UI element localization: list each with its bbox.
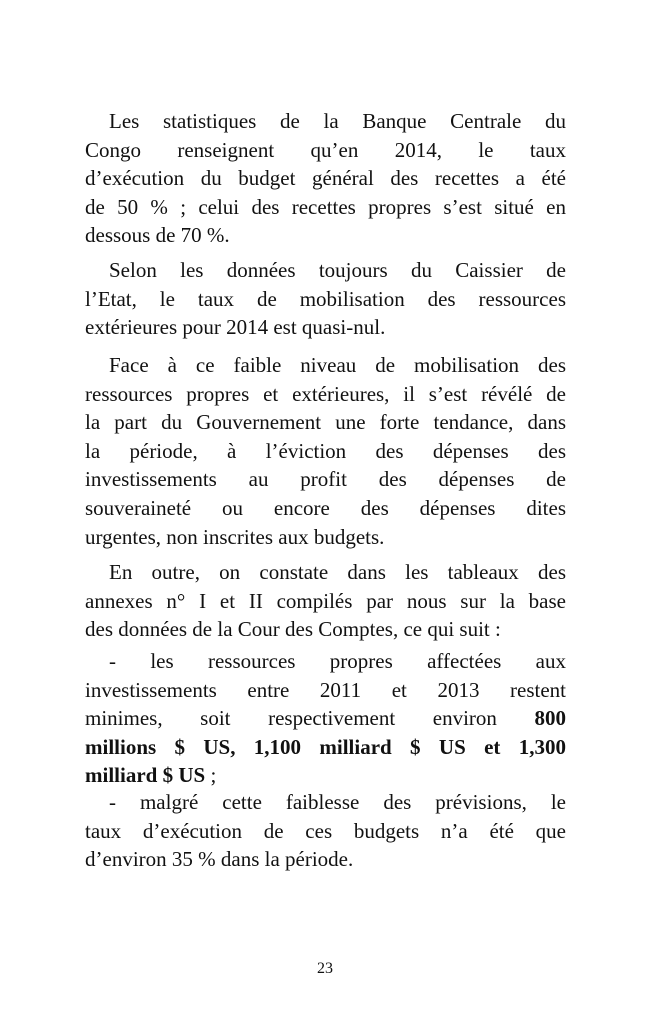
text-line (85, 285, 566, 314)
text-line (85, 221, 566, 250)
text-segment: de 50 % ; celui des recettes propres s’est situé en (85, 194, 566, 219)
text-line (85, 788, 566, 817)
paragraph (85, 647, 566, 790)
text-segment: extérieures pour 2014 est quasi-nul. (85, 315, 386, 340)
text-line (85, 587, 566, 616)
text-line (85, 408, 566, 437)
text-line (85, 523, 566, 552)
text-segment: investissements au profit des dépenses de (85, 467, 566, 492)
text-line (85, 193, 566, 222)
text-line (85, 733, 566, 762)
paragraph (85, 558, 566, 644)
text-segment: Selon les données toujours du Caissier de (109, 258, 566, 282)
text-line (85, 761, 566, 790)
text-segment: taux d’exécution de ces budgets n’a été que (85, 818, 566, 843)
text-line (85, 558, 566, 587)
paragraph (85, 351, 566, 551)
paragraph (85, 788, 566, 874)
text-line (85, 704, 566, 733)
text-segment: Congo renseignent qu’en 2014, le taux (85, 137, 566, 162)
text-segment: l’Etat, le taux de mobilisation des ressources (85, 286, 566, 311)
paragraph (85, 256, 566, 342)
text-line (85, 380, 566, 409)
text-segment: souveraineté ou encore des dépenses dites (85, 495, 566, 520)
text-line (85, 313, 566, 342)
bold-text: milliard $ US (85, 763, 206, 788)
text-line (85, 615, 566, 644)
text-segment: investissements entre 2011 et 2013 restent (85, 677, 566, 702)
text-segment: la part du Gouvernement une forte tendance, dans (85, 410, 566, 435)
text-segment: urgentes, non inscrites aux budgets. (85, 524, 385, 549)
text-line (85, 164, 566, 193)
bold-text: millions $ US, 1,100 milliard $ US et 1,300 (85, 734, 566, 759)
text-segment: d’exécution du budget général des recettes a été (85, 166, 566, 191)
text-line (85, 437, 566, 466)
text-segment: dessous de 70 %. (85, 223, 230, 248)
page-number: 23 (317, 960, 333, 977)
paragraph (85, 107, 566, 250)
text-segment: ressources propres et extérieures, il s’est révélé de (85, 381, 566, 406)
text-segment: ; (205, 763, 217, 788)
text-segment: - les ressources propres affectées aux (109, 649, 566, 673)
text-line (85, 845, 566, 874)
text-line (85, 256, 566, 285)
text-segment: d’environ 35 % dans la période. (85, 847, 354, 872)
text-segment: minimes, soit respectivement environ (85, 706, 535, 731)
text-segment: En outre, on constate dans les tableaux des (109, 560, 566, 584)
text-line (85, 136, 566, 165)
text-line (85, 465, 566, 494)
text-line (85, 647, 566, 676)
text-line (85, 676, 566, 705)
text-segment: la période, à l’éviction des dépenses des (85, 438, 566, 463)
text-segment: Face à ce faible niveau de mobilisation des (109, 353, 566, 377)
bold-text: 800 (534, 706, 566, 731)
text-segment: Les statistiques de la Banque Centrale du (109, 109, 566, 133)
text-line (85, 817, 566, 846)
text-line (85, 351, 566, 380)
text-segment: - malgré cette faiblesse des prévisions, le (109, 790, 566, 814)
text-segment: des données de la Cour des Comptes, ce qui suit : (85, 617, 501, 642)
text-line (85, 107, 566, 136)
text-segment: annexes n° I et II compilés par nous sur la base (85, 588, 566, 613)
text-line (85, 494, 566, 523)
